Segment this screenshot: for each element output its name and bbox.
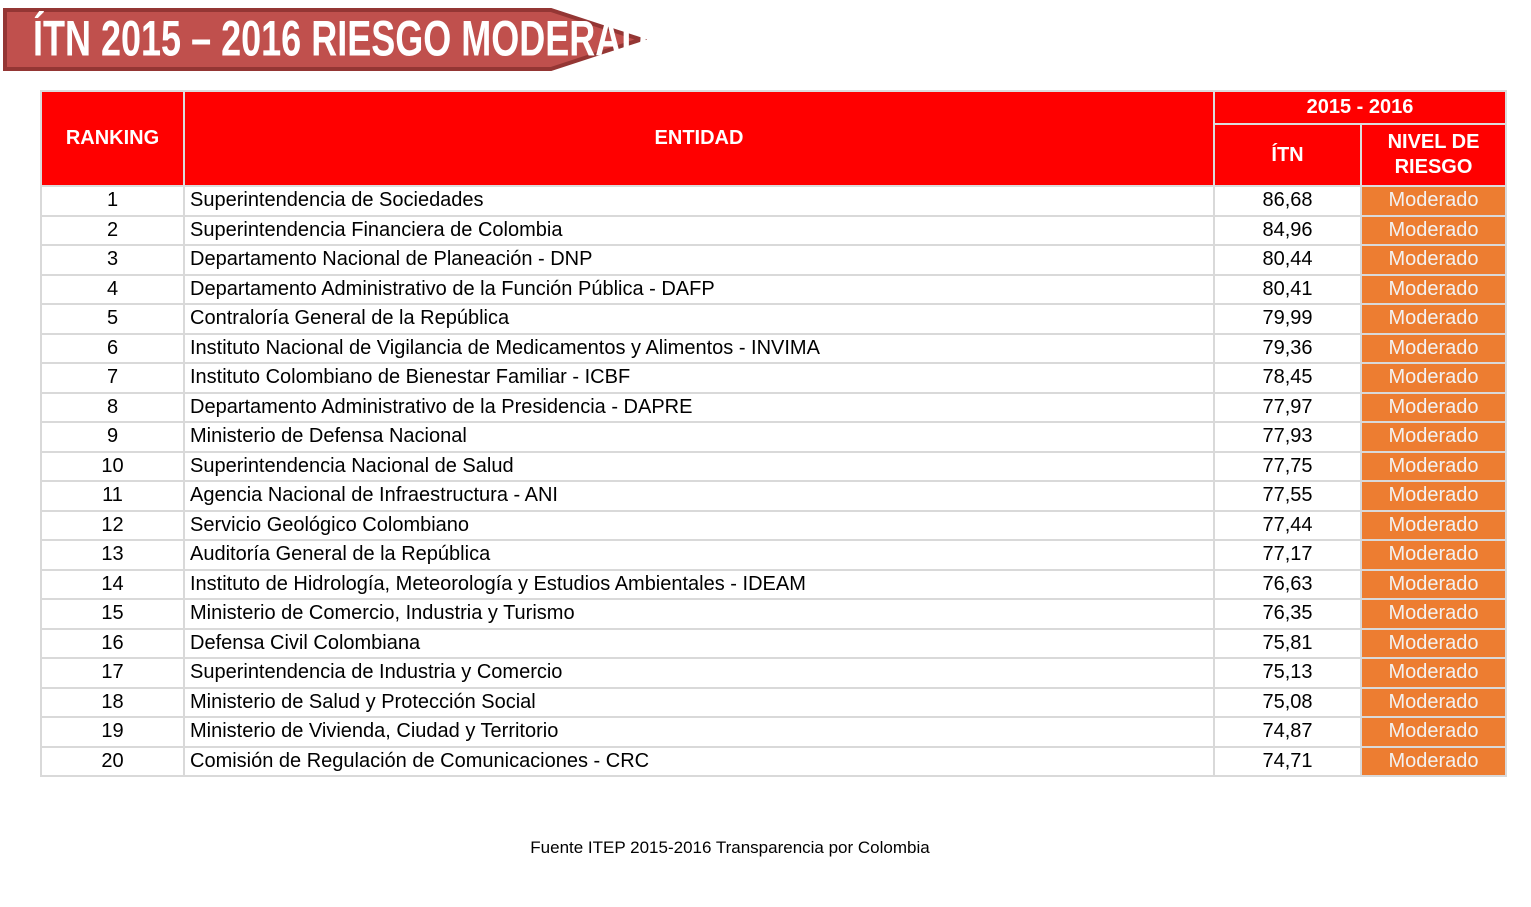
entity-name-cell: Ministerio de Defensa Nacional: [184, 422, 1214, 452]
itn-value-cell: 86,68: [1214, 186, 1361, 216]
entity-name-cell: Agencia Nacional de Infraestructura - ANI: [184, 481, 1214, 511]
risk-level-badge: Moderado: [1361, 629, 1506, 659]
itn-value-cell: 76,35: [1214, 599, 1361, 629]
itn-value-cell: 77,55: [1214, 481, 1361, 511]
itn-value-cell: 80,41: [1214, 275, 1361, 305]
rank-cell: 11: [41, 481, 184, 511]
rank-cell: 5: [41, 304, 184, 334]
entity-name-cell: Superintendencia de Industria y Comercio: [184, 658, 1214, 688]
table-row: [41, 363, 1506, 393]
risk-level-badge: Moderado: [1361, 186, 1506, 216]
table-row: [41, 393, 1506, 423]
itn-value-cell: 75,13: [1214, 658, 1361, 688]
rank-cell: 4: [41, 275, 184, 305]
table-row: [41, 747, 1506, 777]
table-row: [41, 570, 1506, 600]
title-banner: [3, 8, 676, 71]
table-row: [41, 688, 1506, 718]
table-row: [41, 422, 1506, 452]
risk-level-badge: Moderado: [1361, 216, 1506, 246]
table-row: [41, 481, 1506, 511]
risk-level-badge: Moderado: [1361, 245, 1506, 275]
table-body: [41, 186, 1506, 776]
header-ranking: RANKING: [41, 91, 184, 186]
risk-level-badge: Moderado: [1361, 511, 1506, 541]
risk-level-badge: Moderado: [1361, 452, 1506, 482]
rank-cell: 7: [41, 363, 184, 393]
ranking-table-container: [40, 90, 1505, 777]
rank-cell: 20: [41, 747, 184, 777]
entity-name-cell: Ministerio de Comercio, Industria y Turismo: [184, 599, 1214, 629]
entity-name-cell: Contraloría General de la República: [184, 304, 1214, 334]
entity-name-cell: Servicio Geológico Colombiano: [184, 511, 1214, 541]
risk-level-badge: Moderado: [1361, 717, 1506, 747]
itn-value-cell: 77,97: [1214, 393, 1361, 423]
header-period: 2015 - 2016: [1214, 91, 1506, 124]
rank-cell: 9: [41, 422, 184, 452]
itn-value-cell: 74,87: [1214, 717, 1361, 747]
itn-value-cell: 77,44: [1214, 511, 1361, 541]
entity-name-cell: Superintendencia Financiera de Colombia: [184, 216, 1214, 246]
rank-cell: 15: [41, 599, 184, 629]
itn-value-cell: 75,08: [1214, 688, 1361, 718]
rank-cell: 1: [41, 186, 184, 216]
risk-level-badge: Moderado: [1361, 275, 1506, 305]
entity-name-cell: Instituto Nacional de Vigilancia de Medicamentos y Alimentos - INVIMA: [184, 334, 1214, 364]
table-row: [41, 186, 1506, 216]
risk-level-badge: Moderado: [1361, 599, 1506, 629]
table-row: [41, 245, 1506, 275]
table-row: [41, 511, 1506, 541]
table-row: [41, 540, 1506, 570]
source-footer: Fuente ITEP 2015-2016 Transparencia por Colombia: [530, 838, 930, 857]
risk-level-badge: Moderado: [1361, 422, 1506, 452]
table-row: [41, 599, 1506, 629]
risk-level-badge: Moderado: [1361, 363, 1506, 393]
rank-cell: 16: [41, 629, 184, 659]
risk-level-badge: Moderado: [1361, 658, 1506, 688]
entity-name-cell: Instituto Colombiano de Bienestar Familiar - ICBF: [184, 363, 1214, 393]
entity-name-cell: Departamento Nacional de Planeación - DNP: [184, 245, 1214, 275]
table-header: [41, 91, 1506, 186]
table-row: [41, 275, 1506, 305]
risk-level-badge: Moderado: [1361, 304, 1506, 334]
rank-cell: 6: [41, 334, 184, 364]
entity-name-cell: Comisión de Regulación de Comunicaciones - CRC: [184, 747, 1214, 777]
rank-cell: 17: [41, 658, 184, 688]
itn-value-cell: 79,36: [1214, 334, 1361, 364]
rank-cell: 18: [41, 688, 184, 718]
rank-cell: 2: [41, 216, 184, 246]
table-row: [41, 717, 1506, 747]
risk-level-badge: Moderado: [1361, 570, 1506, 600]
table-row: [41, 216, 1506, 246]
itn-value-cell: 80,44: [1214, 245, 1361, 275]
rank-cell: 3: [41, 245, 184, 275]
entity-name-cell: Instituto de Hidrología, Meteorología y Estudios Ambientales - IDEAM: [184, 570, 1214, 600]
itn-value-cell: 79,99: [1214, 304, 1361, 334]
itn-value-cell: 77,17: [1214, 540, 1361, 570]
table-row: [41, 629, 1506, 659]
page-title: ÍTN 2015 – 2016 RIESGO MODERADO: [33, 9, 676, 66]
risk-level-badge: Moderado: [1361, 334, 1506, 364]
rank-cell: 19: [41, 717, 184, 747]
risk-level-badge: Moderado: [1361, 393, 1506, 423]
rank-cell: 13: [41, 540, 184, 570]
risk-level-badge: Moderado: [1361, 481, 1506, 511]
risk-level-badge: Moderado: [1361, 688, 1506, 718]
table-row: [41, 452, 1506, 482]
entity-name-cell: Superintendencia Nacional de Salud: [184, 452, 1214, 482]
risk-level-badge: Moderado: [1361, 540, 1506, 570]
header-entidad: ENTIDAD: [184, 91, 1214, 186]
entity-name-cell: Defensa Civil Colombiana: [184, 629, 1214, 659]
table-row: [41, 334, 1506, 364]
risk-level-badge: Moderado: [1361, 747, 1506, 777]
itn-value-cell: 76,63: [1214, 570, 1361, 600]
rank-cell: 12: [41, 511, 184, 541]
itn-value-cell: 74,71: [1214, 747, 1361, 777]
header-itn: ÍTN: [1214, 124, 1361, 186]
header-nivel-de-riesgo: NIVEL DE RIESGO: [1361, 124, 1506, 186]
itn-value-cell: 75,81: [1214, 629, 1361, 659]
table-row: [41, 658, 1506, 688]
rank-cell: 10: [41, 452, 184, 482]
ranking-table: [40, 90, 1507, 777]
entity-name-cell: Ministerio de Vivienda, Ciudad y Territorio: [184, 717, 1214, 747]
rank-cell: 14: [41, 570, 184, 600]
table-row: [41, 304, 1506, 334]
entity-name-cell: Ministerio de Salud y Protección Social: [184, 688, 1214, 718]
entity-name-cell: Departamento Administrativo de la Presidencia - DAPRE: [184, 393, 1214, 423]
itn-value-cell: 84,96: [1214, 216, 1361, 246]
entity-name-cell: Departamento Administrativo de la Función Pública - DAFP: [184, 275, 1214, 305]
entity-name-cell: Superintendencia de Sociedades: [184, 186, 1214, 216]
itn-value-cell: 77,75: [1214, 452, 1361, 482]
entity-name-cell: Auditoría General de la República: [184, 540, 1214, 570]
itn-value-cell: 78,45: [1214, 363, 1361, 393]
itn-value-cell: 77,93: [1214, 422, 1361, 452]
rank-cell: 8: [41, 393, 184, 423]
